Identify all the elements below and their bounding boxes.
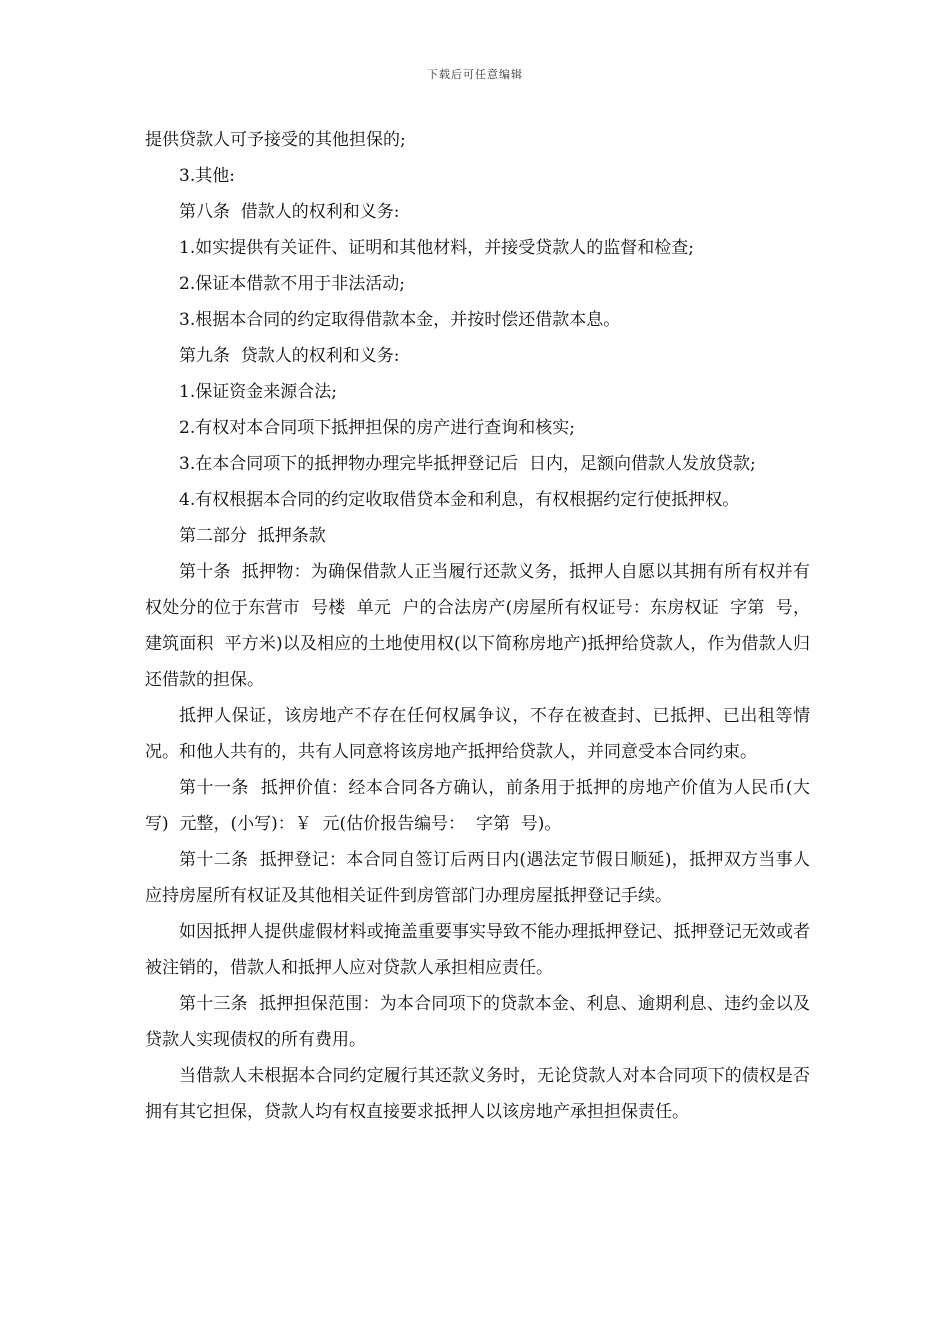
paragraph: 第二部分 抵押条款	[179, 526, 326, 546]
paragraph: 当借款人未根据本合同约定履行其还款义务时，无论贷款人对本合同项下的债权是否拥有其它担保，贷款人均有权直接要求抵押人以该房地产承担担保责任。	[145, 1066, 810, 1122]
paragraph: 提供贷款人可予接受的其他担保的;	[145, 130, 406, 150]
document-body	[145, 122, 810, 1130]
paragraph: 第十一条 抵押价值：经本合同各方确认，前条用于抵押的房地产价值为人民币(大写) 元整，(小写)：￥ 元(估价报告编号： 字第 号)。	[145, 778, 810, 834]
paragraph: 3.根据本合同的约定取得借款本金，并按时偿还借款本息。	[179, 310, 621, 330]
paragraph: 4.有权根据本合同的约定收取借贷本金和利息，有权根据约定行使抵押权。	[179, 490, 740, 510]
paragraph: 1.保证资金来源合法;	[179, 382, 337, 402]
paragraph: 1.如实提供有关证件、证明和其他材料，并接受贷款人的监督和检查;	[179, 238, 694, 258]
paragraph: 3.在本合同项下的抵押物办理完毕抵押登记后 日内，足额向借款人发放贷款;	[179, 454, 756, 474]
paragraph: 第八条 借款人的权利和义务:	[179, 202, 400, 222]
paragraph: 第十条 抵押物：为确保借款人正当履行还款义务，抵押人自愿以其拥有所有权并有权处分的位于东营市 号楼 单元 户的合法房产(房屋所有权证号：东房权证 字第 号，建筑面积 平方米)以及相应的土地使用权(以下简称房地产)抵押给贷款人，作为借款人归还借款的担保。	[145, 562, 810, 690]
paragraph: 第十二条 抵押登记：本合同自签订后两日内(遇法定节假日顺延)，抵押双方当事人应持房屋所有权证及其他相关证件到房管部门办理房屋抵押登记手续。	[145, 850, 810, 906]
page-header: 下载后可任意编辑	[427, 68, 523, 81]
paragraph: 3.其他:	[179, 166, 235, 186]
paragraph: 第十三条 抵押担保范围：为本合同项下的贷款本金、利息、逾期利息、违约金以及贷款人实现债权的所有费用。	[145, 994, 810, 1050]
paragraph: 抵押人保证，该房地产不存在任何权属争议，不存在被查封、已抵押、已出租等情况。和他人共有的，共有人同意将该房地产抵押给贷款人，并同意受本合同约束。	[145, 706, 810, 762]
paragraph: 2.有权对本合同项下抵押担保的房产进行查询和核实;	[179, 418, 575, 438]
paragraph: 如因抵押人提供虚假材料或掩盖重要事实导致不能办理抵押登记、抵押登记无效或者被注销的，借款人和抵押人应对贷款人承担相应责任。	[145, 922, 810, 978]
paragraph: 第九条 贷款人的权利和义务:	[179, 346, 400, 366]
paragraph: 2.保证本借款不用于非法活动;	[179, 274, 405, 294]
